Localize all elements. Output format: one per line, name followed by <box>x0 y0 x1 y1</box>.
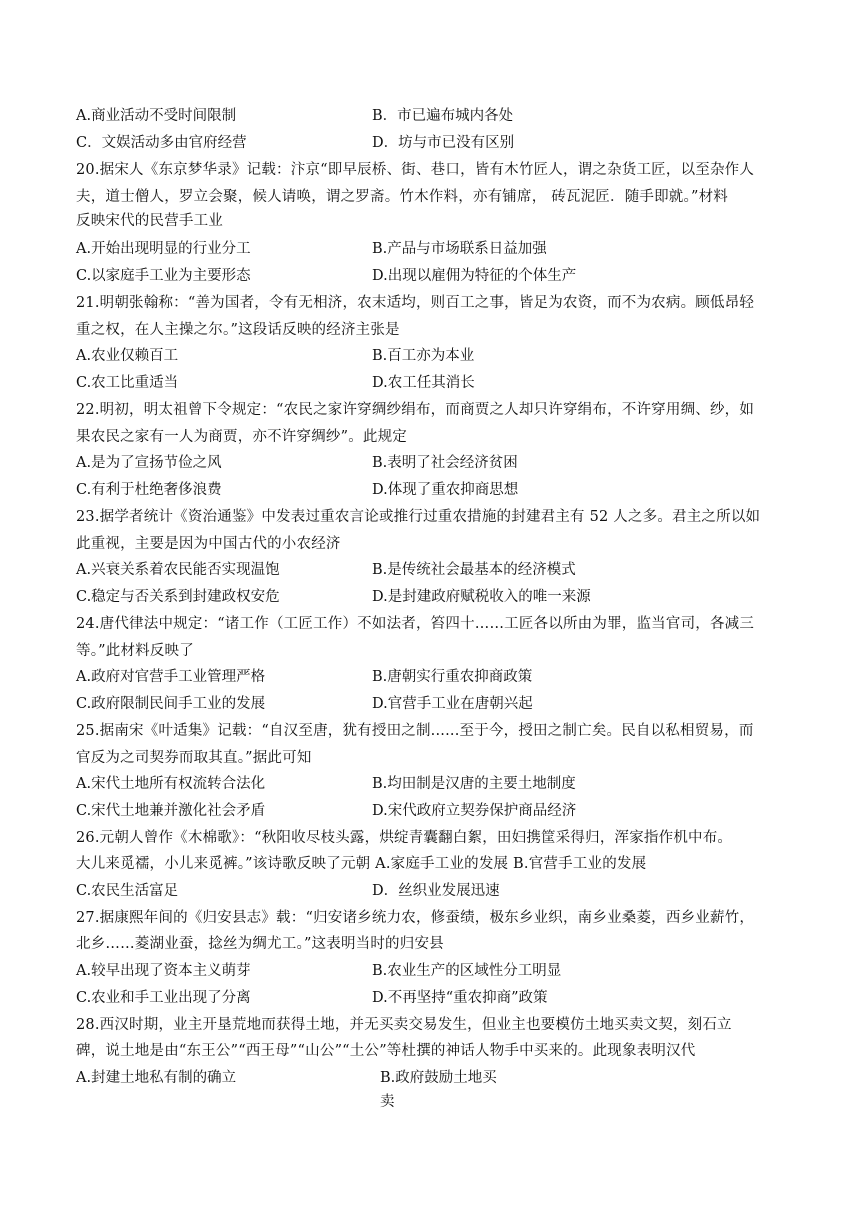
q23-stem-line-2: 此重视，主要是因为中国古代的小农经济 <box>76 536 341 552</box>
q27-option-c: C.农业和手工业出现了分离 <box>76 990 251 1006</box>
q20-option-d: D.出现以雇佣为特征的个体生产 <box>372 268 577 284</box>
q28-option-a: A.封建土地私有制的确立 <box>76 1070 237 1086</box>
q21-option-c: C.农工比重适当 <box>76 375 179 391</box>
q24-option-a: A.政府对官营手工业管理严格 <box>76 669 266 685</box>
q23-option-b: B.是传统社会最基本的经济模式 <box>372 562 576 578</box>
q20-option-c: C.以家庭手工业为主要形态 <box>76 268 251 284</box>
q28-option-b: B.政府鼓励土地买 <box>380 1070 497 1086</box>
q19-option-a: A.商业活动不受时间限制 <box>76 108 237 124</box>
q22-option-d: D.体现了重农抑商思想 <box>372 482 519 498</box>
q24-option-c: C.政府限制民间手工业的发展 <box>76 696 266 712</box>
q20-stem-line-1: 20.据宋人《东京梦华录》记载：汴京“即早辰桥、街、巷口，皆有木竹匠人，谓之杂货工匠，以至杂作人 <box>76 162 755 178</box>
q28-stem-line-2: 碑，说土地是由“东王公”“西王母”“山公”“土公”等杜撰的神话人物手中买来的。此现象表明汉代 <box>76 1043 696 1059</box>
q25-stem-line-2: 官反为之司契券而取其直。”据此可知 <box>76 750 312 766</box>
q26-stem-line-2: 大儿来觅襦，小儿来觅裤。”该诗歌反映了元朝 A.家庭手工业的发展 B.官营手工业的发展 <box>76 856 647 872</box>
q28-stem-line-1: 28.西汉时期，业主开垦荒地而获得土地，并无买卖交易发生，但业主也要模仿土地买卖文契，刻石立 <box>76 1017 732 1033</box>
q22-stem-line-2: 果农民之家有一人为商贾，亦不许穿绸纱”。此规定 <box>76 429 408 445</box>
q19-option-d: D．坊与市已没有区别 <box>372 135 515 151</box>
q19-option-c: C．文娱活动多由官府经营 <box>76 135 247 151</box>
q21-stem-line-2: 重之权，在人主操之尔。”这段话反映的经济主张是 <box>76 322 400 338</box>
q21-option-a: A.农业仅赖百工 <box>76 348 179 364</box>
q23-option-a: A.兴衰关系着农民能否实现温饱 <box>76 562 280 578</box>
q21-stem-line-1: 21.明朝张翰称：“善为国者，令有无相济，农末适均，则百工之事，皆足为农资，而不为农病。顾低昂轻 <box>76 295 755 311</box>
q27-option-b: B.农业生产的区域性分工明显 <box>372 963 562 979</box>
q20-stem-line-2: 夫，道士僧人，罗立会聚，候人请唤，谓之罗斋。竹木作料，亦有铺席， 砖瓦泥匠．随手即就。”材料 <box>76 189 728 205</box>
q25-stem-line-1: 25.据南宋《叶适集》记载：“自汉至唐，犹有授田之制......至于今，授田之制亡矣。民自以私相贸易，而 <box>76 723 754 739</box>
q21-option-b: B.百工亦为本业 <box>372 348 475 364</box>
q22-stem-line-1: 22.明初，明太祖曾下令规定：“农民之家许穿绸纱绢布，而商贾之人却只许穿绢布，不许穿用绸、纱，如 <box>76 402 755 418</box>
q23-option-c: C.稳定与否关系到封建政权安危 <box>76 589 280 605</box>
q23-option-d: D.是封建政府赋税收入的唯一来源 <box>372 589 591 605</box>
q24-stem-line-2: 等。”此材料反映了 <box>76 643 194 659</box>
q26-stem-line-1: 26.元朝人曾作《木棉歌》：“秋阳收尽枝头露，烘绽青囊翻白絮，田妇携筐采得归，浑家指作机中布。 <box>76 830 733 846</box>
q20-option-b: B.产品与市场联系日益加强 <box>372 241 547 257</box>
q19-option-b: B．市已遍布城内各处 <box>372 108 514 124</box>
q24-stem-line-1: 24.唐代律法中规定：“诸工作（工匠工作）不如法者，笞四十……工匠各以所由为罪，监当官司，各减三 <box>76 616 755 632</box>
q23-stem-line-1: 23.据学者统计《资治通鉴》中发表过重农言论或推行过重农措施的封建君主有 52 人之多。君主之所以如 <box>76 509 761 525</box>
q25-option-d: D.宋代政府立契券保护商品经济 <box>372 803 577 819</box>
q28-option-b-continued: 卖 <box>380 1094 395 1110</box>
q27-option-d: D.不再坚持“重农抑商”政策 <box>372 990 548 1006</box>
q25-option-a: A.宋代土地所有权流转合法化 <box>76 776 266 792</box>
q27-option-a: A.较早出现了资本主义萌芽 <box>76 963 251 979</box>
q25-option-c: C.宋代土地兼并激化社会矛盾 <box>76 803 266 819</box>
q20-stem-line-3: 反映宋代的民营手工业 <box>76 213 223 229</box>
q24-option-b: B.唐朝实行重农抑商政策 <box>372 669 533 685</box>
q27-stem-line-1: 27.据康熙年间的《归安县志》载：“归安诸乡统力农，修蚕绩，极东乡业织，南乡业桑菱，西乡业薪竹， <box>76 910 755 926</box>
q22-option-b: B.表明了社会经济贫困 <box>372 455 518 471</box>
q27-stem-line-2: 北乡……菱湖业蚕，捻丝为绸尤工。”这表明当时的归安县 <box>76 936 444 952</box>
q25-option-b: B.均田制是汉唐的主要土地制度 <box>372 776 576 792</box>
q22-option-a: A.是为了宣扬节俭之风 <box>76 455 222 471</box>
q26-option-d: D．丝织业发展迅速 <box>372 883 500 899</box>
q22-option-c: C.有利于杜绝奢侈浪费 <box>76 482 222 498</box>
q24-option-d: D.官营手工业在唐朝兴起 <box>372 696 533 712</box>
q21-option-d: D.农工任其消长 <box>372 375 475 391</box>
q20-option-a: A.开始出现明显的行业分工 <box>76 241 251 257</box>
q26-option-c: C.农民生活富足 <box>76 883 179 899</box>
